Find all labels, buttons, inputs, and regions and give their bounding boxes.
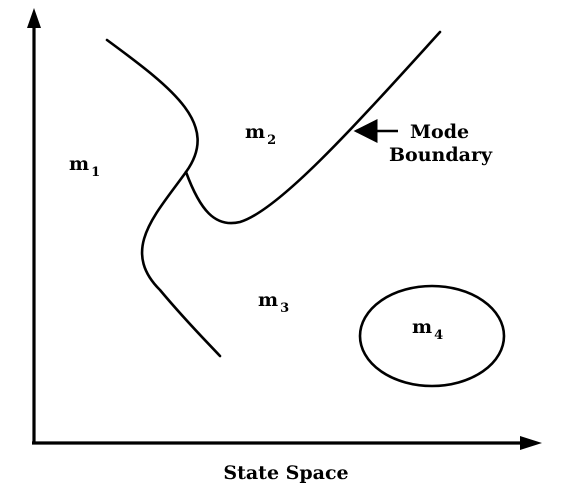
mode-labels xyxy=(69,121,443,343)
mode-boundary-annotation xyxy=(356,121,493,166)
annotation-line1: Mode xyxy=(410,121,470,143)
axes xyxy=(27,8,542,450)
annotation-line2: Boundary xyxy=(389,144,493,166)
mode-label-m4: m $_4$ xyxy=(412,316,444,343)
x-axis-title: State Space xyxy=(223,462,349,484)
boundary-curve-left xyxy=(107,40,220,356)
mode-label-m2: m $_2$ xyxy=(245,121,277,148)
y-axis-arrowhead xyxy=(27,8,41,28)
boundary-curve-right xyxy=(186,32,440,223)
mode-boundaries xyxy=(107,32,504,386)
mode-label-m3: m $_3$ xyxy=(258,289,290,316)
x-axis-arrowhead xyxy=(520,436,542,450)
mode-label-m1: m $_1$ xyxy=(69,153,101,180)
